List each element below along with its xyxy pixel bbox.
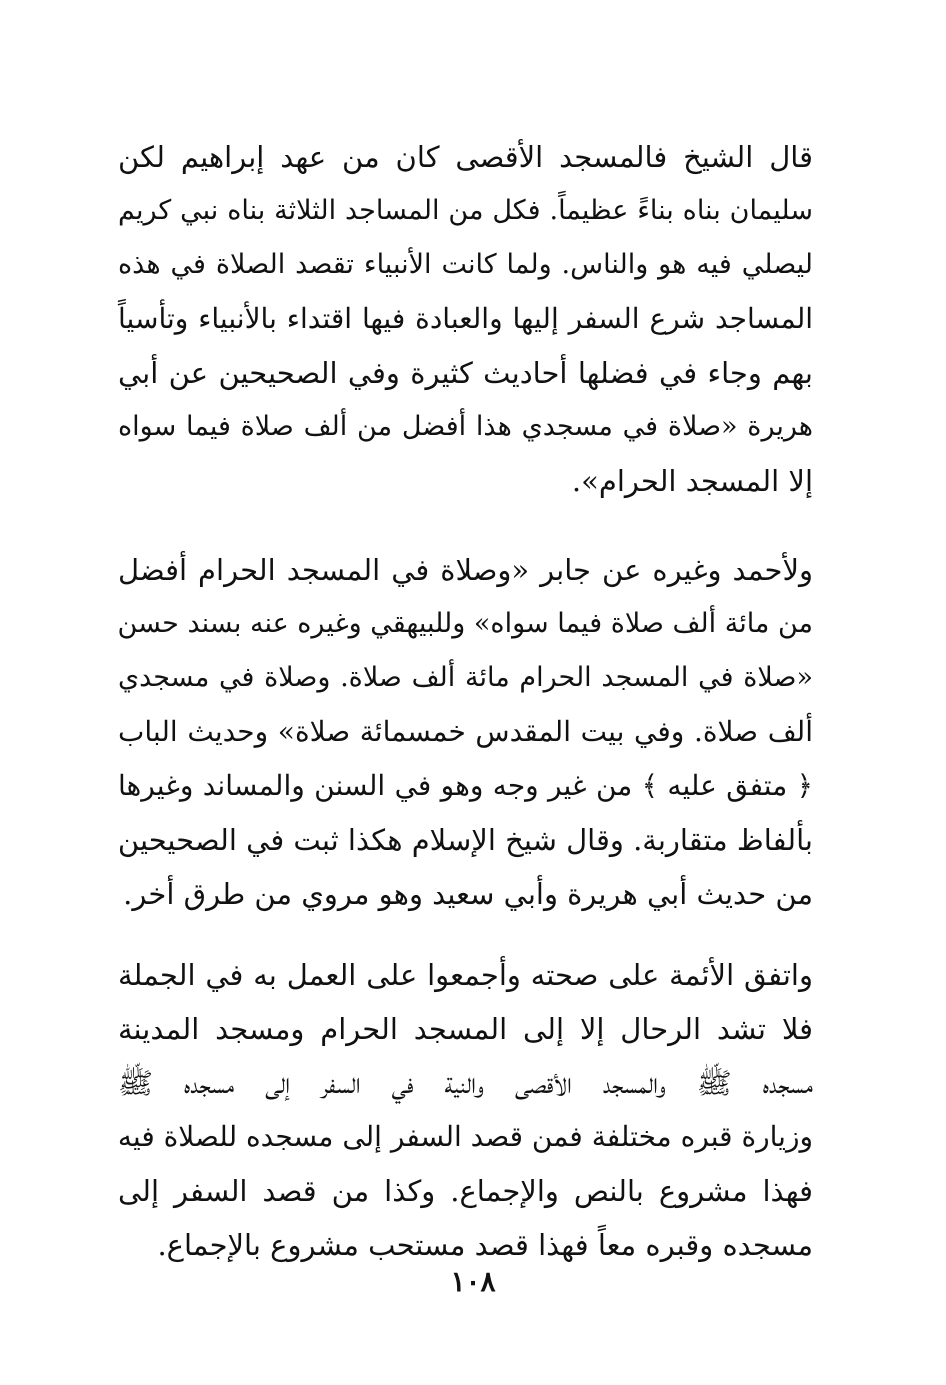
text-line: ليصلي فيه هو والناس. ولما كانت الأنبياء تقصد الصلاة في هذه — [118, 249, 813, 280]
text-line: بألفاظ متقاربة. وقال شيخ الإسلام هكذا ثبت في الصحيحين — [117, 823, 813, 857]
text-line: «صلاة في المسجد الحرام مائة ألف صلاة. وصلاة في مسجدي — [118, 662, 813, 693]
text-line: ﴿ متفق عليه ﴾ من غير وجه وهو في السنن والمساند وغيرها — [118, 769, 813, 802]
text-line: إلا المسجد الحرام». — [571, 464, 813, 498]
text-line: مسجده وقبره معاً فهذا قصد مستحب مشروع بالإجماع. — [157, 1228, 813, 1262]
text-line: سليمان بناه بناءً عظيماً. فكل من المساجد الثلاثة بناه نبي كريم — [118, 195, 813, 226]
text-line: واتفق الأئمة على صحته وأجمعوا على العمل به في الجملة — [118, 958, 813, 992]
text-line: المساجد شرع السفر إليها والعبادة فيها اقتداء بالأنبياء وتأسياً — [118, 302, 813, 335]
text-line: فلا تشد الرحال إلا إلى المسجد الحرام ومسجد المدينة — [118, 1012, 813, 1046]
text-line: وزيارة قبره مختلفة فمن قصد السفر إلى مسجده للصلاة فيه — [117, 1120, 813, 1153]
text-line: بهم وجاء في فضلها أحاديث كثيرة وفي الصحيحين عن أبي — [118, 356, 813, 390]
paragraph-3 — [118, 948, 813, 1272]
text-line: ولأحمد وغيره عن جابر «وصلاة في المسجد الحرام أفضل — [118, 553, 813, 587]
paragraph-1 — [118, 130, 813, 508]
text-line: هريرة «صلاة في مسجدي هذا أفضل من ألف صلاة فيما سواه — [118, 411, 813, 442]
text-line: من مائة ألف صلاة فيما سواه» وللبيهقي وغيره عنه بسند حسن — [117, 608, 813, 639]
paragraph-2 — [118, 543, 813, 921]
page-number: ١٠٨ — [450, 1265, 496, 1298]
text-line: فهذا مشروع بالنص والإجماع. وكذا من قصد السفر إلى — [118, 1174, 813, 1208]
text-line: ألف صلاة. وفي بيت المقدس خمسمائة صلاة» وحديث الباب — [118, 715, 813, 748]
text-line: من حديث أبي هريرة وأبي سعيد وهو مروي من طرق أخر. — [123, 877, 813, 911]
text-line: مسجده ﷺ والمسجد الأقصى والنية في السفر إلى مسجده ﷺ — [118, 1066, 813, 1100]
text-line: قال الشيخ فالمسجد الأقصى كان من عهد إبراهيم لكن — [118, 140, 813, 174]
